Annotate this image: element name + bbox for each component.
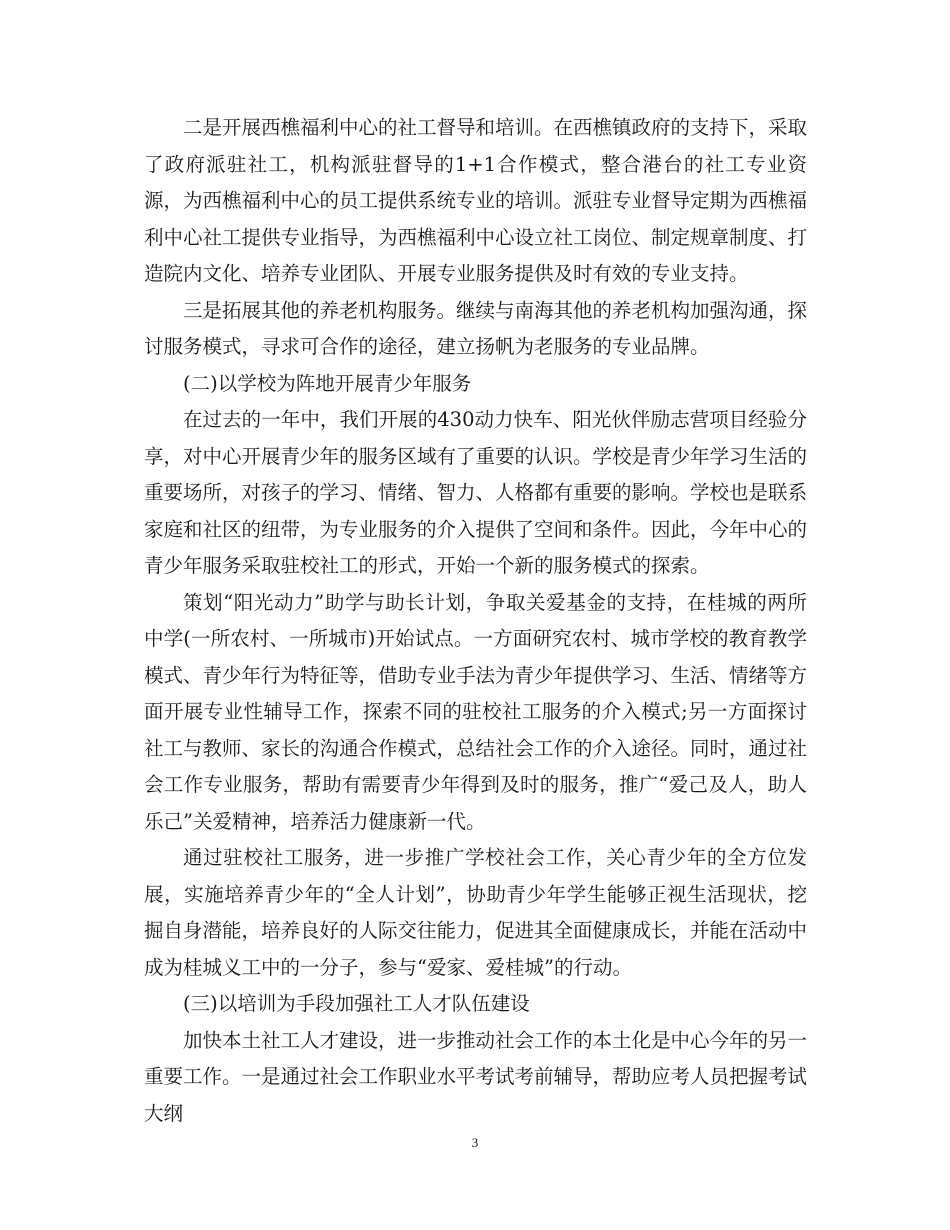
paragraph-school-social-work: 通过驻校社工服务，进一步推广学校社会工作，关心青少年的全方位发展，实施培养青少年的“全人计划”，协助青少年学生能够正视生活现状，挖掘自身潜能，培养良好的人际交往能力，促进其全面健康成长，并能在活动中成为桂城义工中的一分子，参与“爱家、爱桂城”的行动。 [144,846,808,979]
paragraph-local-talent: 加快本土社工人才建设，进一步推动社会工作的本土化是中心今年的另一重要工作。一是通过社会工作职业水平考试考前辅导，帮助应考人员把握考试大纲 [144,1028,808,1125]
paragraph-youth-review: 在过去的一年中，我们开展的430动力快车、阳光伙伴励志营项目经验分享，对中心开展青少年的服务区域有了重要的认识。学校是青少年学习生活的重要场所，对孩子的学习、情绪、智力、人格都有重要的影响。学校也是联系家庭和社区的纽带，为专业服务的介入提供了空间和条件。因此，今年中心的青少年服务采取驻校社工的形式，开始一个新的服务模式的探索。 [144,408,808,577]
paragraph-elderly-training: 二是开展西樵福利中心的社工督导和培训。在西樵镇政府的支持下，采取了政府派驻社工，机构派驻督导的1+1合作模式，整合港台的社工专业资源，为西樵福利中心的员工提供系统专业的培训。派驻专业督导定期为西樵福利中心社工提供专业指导，为西樵福利中心设立社工岗位、制定规章制度、打造院内文化、培养专业团队、开展专业服务提供及时有效的专业支持。 [144,116,808,285]
section-heading-talent-training: (三)以培训为手段加强社工人才队伍建设 [183,992,530,1015]
section-heading-youth-service: (二)以学校为阵地开展青少年服务 [183,371,472,395]
paragraph-sunshine-plan: 策划“阳光动力”助学与助长计划，争取关爱基金的支持，在桂城的两所中学(一所农村、一所城市)开始试点。一方面研究农村、城市学校的教育教学模式、青少年行为特征等，借助专业手法为青少年提供学习、生活、情绪等方面开展专业性辅导工作，探索不同的驻校社工服务的介入模式;另一方面探讨社工与教师、家长的沟通合作模式，总结社会工作的介入途径。同时，通过社会工作专业服务，帮助有需要青少年得到及时的服务，推广“爱己及人，助人乐己”关爱精神，培养活力健康新一代。 [144,590,808,833]
document-body [144,110,807,1132]
page-number: 3 [471,1135,479,1150]
paragraph-elderly-expansion: 三是拓展其他的养老机构服务。继续与南海其他的养老机构加强沟通，探讨服务模式，寻求可合作的途径，建立扬帆为老服务的专业品牌。 [144,298,808,358]
